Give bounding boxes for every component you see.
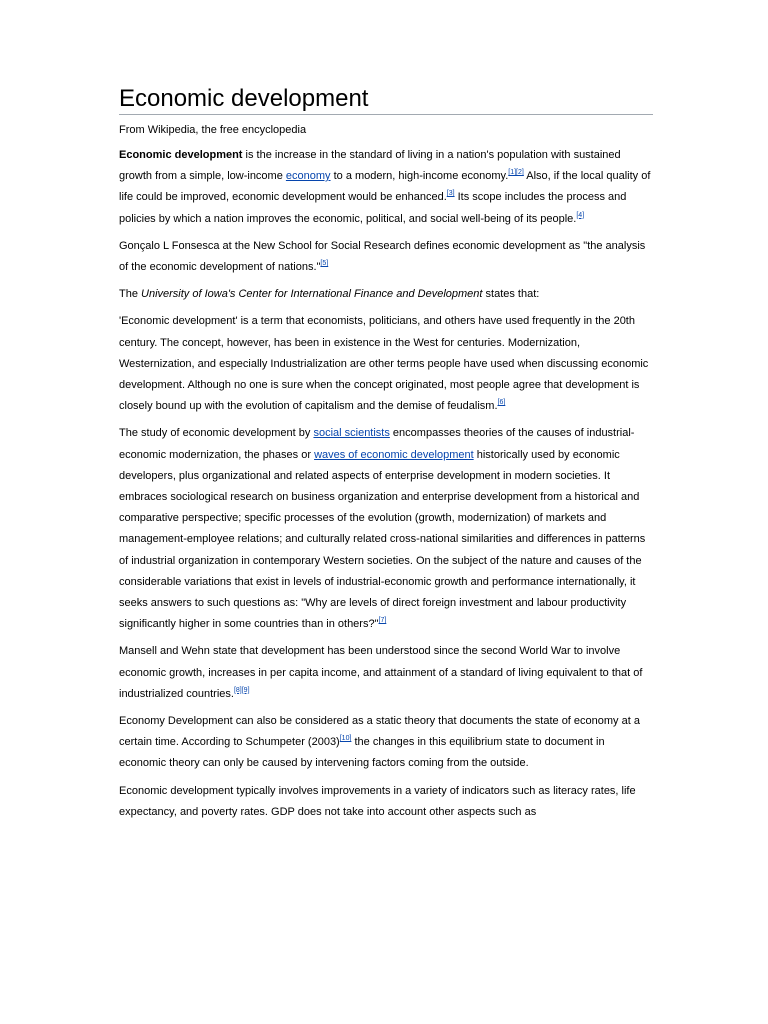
- text-span: Its scope includes the process and policies by which a nation improves the economic, political, and social well-being of its people.: [119, 191, 627, 225]
- text-span: states that:: [482, 288, 540, 301]
- paragraph-indicators: [119, 781, 653, 823]
- text-span: to a modern, high-income economy.: [330, 170, 509, 183]
- text-span: The: [119, 288, 142, 301]
- citation-link[interactable]: [6]: [497, 399, 506, 407]
- article-body: [119, 145, 653, 829]
- citation-link[interactable]: [3]: [446, 190, 455, 198]
- paragraph-fonsesca: [119, 236, 653, 278]
- link-economy[interactable]: economy: [285, 170, 331, 183]
- paragraph-mansell-wehn: [119, 641, 653, 705]
- citation-link[interactable]: [10]: [339, 735, 352, 743]
- text-span: Also, if the local quality of life could be improved, economic development would be enhanced.: [119, 170, 651, 204]
- citation-link[interactable]: [8][9]: [233, 686, 250, 694]
- link-social-scientists[interactable]: social scientists: [313, 427, 390, 440]
- text-span: 'Economic development' is a term that economists, politicians, and others have used frequently in the 20th century. The concept, however, has been in existence in the West for centuries. Modernization, Westernization, and especially Industrialization are other terms people have used when discussing economic development. Although no one is sure when the concept originated, most people agree that development is closely bound up with the evolution of capitalism and the demise of feudalism.: [119, 315, 649, 413]
- citation-link[interactable]: [4]: [576, 211, 585, 219]
- link-waves-of-economic-development[interactable]: waves of economic development: [314, 448, 474, 461]
- text-span: Economic development typically involves improvements in a variety of indicators such as literacy rates, life expectancy, and poverty rates. GDP does not take into account other aspects such as: [119, 784, 636, 818]
- text-span: Mansell and Wehn state that development has been understood since the second World War to involve economic growth, increases in per capita income, and attainment of a standard of living equivalent to that of industrialized countries.: [119, 645, 643, 700]
- citation-link[interactable]: [1][2]: [508, 169, 524, 177]
- paragraph-schumpeter: [119, 711, 653, 775]
- site-tagline: From Wikipedia, the free encyclopedia: [119, 124, 307, 136]
- paragraph-quote: [119, 311, 653, 417]
- page-title: Economic development: [119, 84, 653, 115]
- bold-term: Economic development: [119, 149, 243, 161]
- citation-link[interactable]: [7]: [378, 617, 387, 625]
- citation-link[interactable]: [5]: [320, 260, 329, 268]
- text-span: Economy Development can also be considered as a static theory that documents the state of economy at a certain time. According to Schumpeter (2003): [119, 715, 640, 749]
- text-span: the changes in this equilibrium state to document in economic theory can only be caused by intervening factors coming from the outside.: [119, 736, 605, 770]
- text-span: historically used by economic developers, plus organizational and related aspects of enterprise development in modern societies. It embraces sociological research on business organization and enterprise development from a historical and comparative perspective; specific processes of the evolution (growth, modernization) of markets and management-employee relations; and culturally related cross-national similarities and differences in patterns of industrial organization in contemporary Western societies. On the subject of the nature and causes of the considerable variations that exist in levels of industrial-economic growth and performance internationally, it seeks answers to such questions as: "Why are levels of direct foreign investment and labour productivity significantly higher in some countries than in others?": [119, 448, 646, 631]
- text-span: The study of economic development by: [119, 427, 314, 440]
- paragraph-iowa-intro: [119, 284, 653, 305]
- text-span: encompasses theories of the causes of industrial-economic modernization, the phases or: [119, 427, 635, 461]
- text-span: is the increase in the standard of living in a nation's population with sustained growth from a simple, low-income: [119, 149, 621, 183]
- paragraph-intro: [119, 145, 653, 230]
- text-span: Gonçalo L Fonsesca at the New School for Social Research defines economic development as "the analysis of the economic development of nations.": [119, 239, 646, 274]
- italic-institution: University of Iowa's Center for International Finance and Development: [141, 288, 483, 301]
- paragraph-study: [119, 423, 653, 635]
